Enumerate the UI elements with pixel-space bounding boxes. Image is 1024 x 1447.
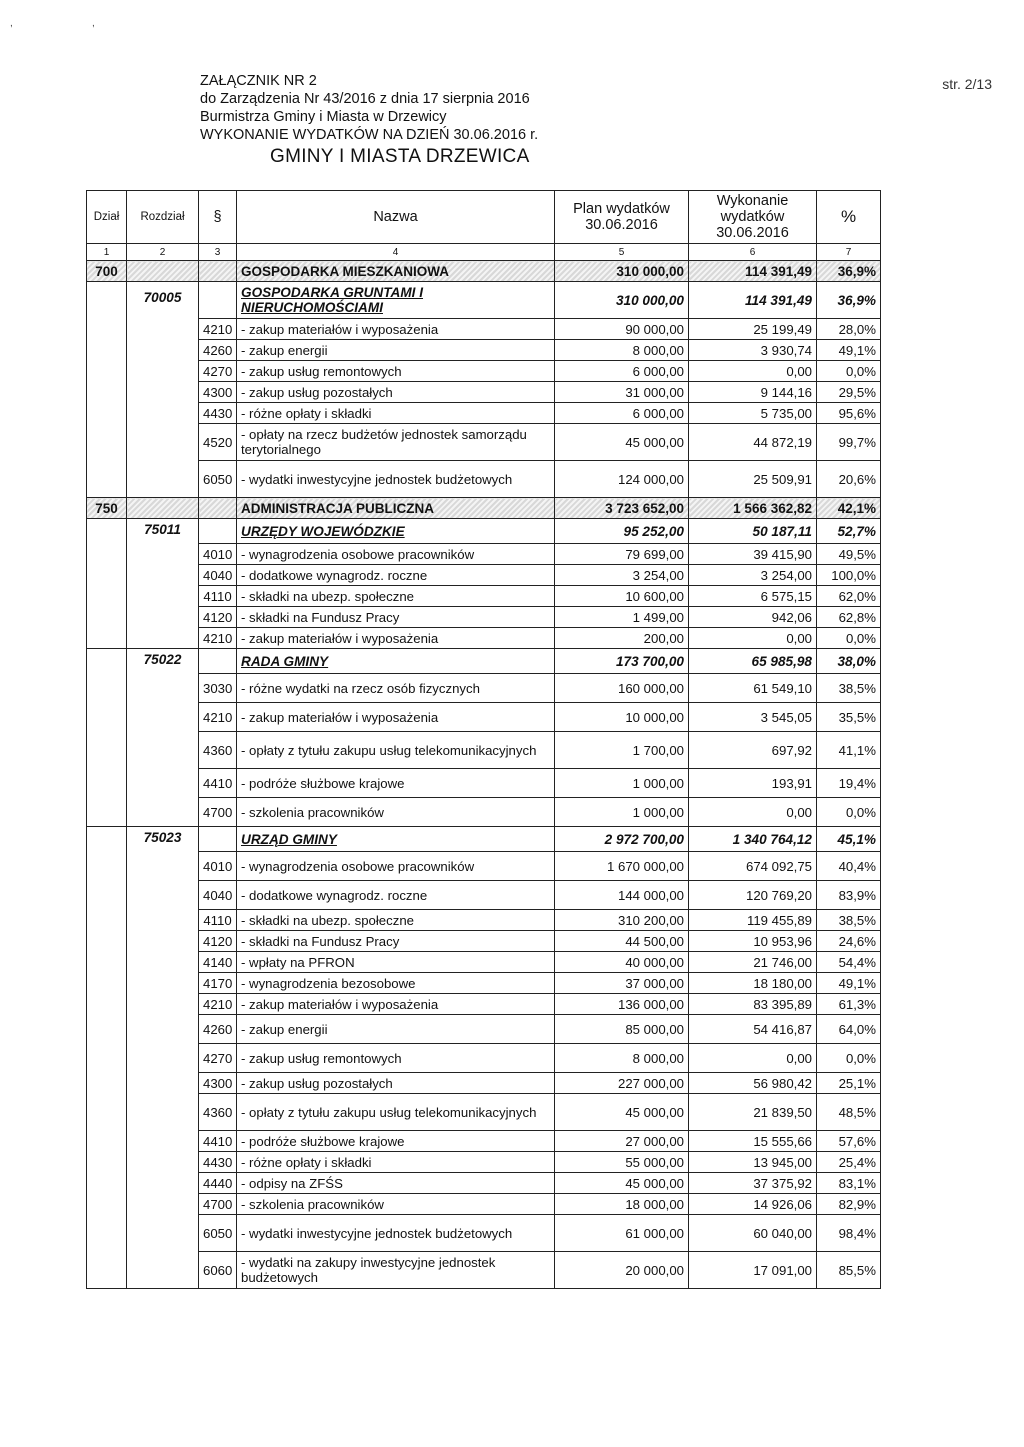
paragraf-code: 3030	[199, 674, 237, 703]
percent-value: 36,9%	[817, 282, 881, 319]
percent-value: 54,4%	[817, 952, 881, 973]
execution-value: 83 395,89	[689, 994, 817, 1015]
paragraf-code: 6060	[199, 1252, 237, 1289]
ordinance-reference: do Zarządzenia Nr 43/2016 z dnia 17 sierpnia 2016	[200, 91, 530, 107]
rozdzial-row	[87, 282, 881, 319]
paragraf-row	[87, 1094, 881, 1131]
percent-value: 25,4%	[817, 1152, 881, 1173]
execution-value: 5 735,00	[689, 403, 817, 424]
execution-value: 15 555,66	[689, 1131, 817, 1152]
execution-value: 60 040,00	[689, 1215, 817, 1252]
dzial-name: GOSPODARKA MIESZKANIOWA	[237, 261, 555, 282]
rozdzial-name	[237, 649, 555, 674]
table-body	[87, 261, 881, 1289]
plan-value: 1 000,00	[555, 798, 689, 827]
rozdzial-name-text: RADA GMINY	[241, 653, 329, 669]
plan-value: 1 499,00	[555, 607, 689, 628]
rozdzial-code	[127, 261, 199, 282]
rozdzial-code: 70005	[127, 282, 199, 498]
plan-value: 31 000,00	[555, 382, 689, 403]
plan-value: 45 000,00	[555, 1173, 689, 1194]
percent-value: 40,4%	[817, 852, 881, 881]
paragraf-row	[87, 1015, 881, 1044]
paragraf-code: 4040	[199, 565, 237, 586]
expense-name: - opłaty z tytułu zakupu usług telekomunikacyjnych	[237, 1094, 555, 1131]
percent-value: 82,9%	[817, 1194, 881, 1215]
paragraf-row	[87, 1173, 881, 1194]
plan-value: 310 000,00	[555, 261, 689, 282]
execution-value: 25 199,49	[689, 319, 817, 340]
paragraf-row	[87, 586, 881, 607]
execution-value: 14 926,06	[689, 1194, 817, 1215]
execution-value: 65 985,98	[689, 649, 817, 674]
table-header-row	[87, 191, 881, 244]
issuer: Burmistrza Gminy i Miasta w Drzewicy	[200, 109, 447, 125]
expense-name: - wydatki inwestycyjne jednostek budżetowych	[237, 1215, 555, 1252]
execution-value: 56 980,42	[689, 1073, 817, 1094]
plan-value: 37 000,00	[555, 973, 689, 994]
percent-value: 45,1%	[817, 827, 881, 852]
rozdzial-row	[87, 827, 881, 852]
execution-value: 25 509,91	[689, 461, 817, 498]
column-number-row	[87, 244, 881, 261]
paragraf-row	[87, 1131, 881, 1152]
dzial-row	[87, 261, 881, 282]
col-number: 5	[555, 244, 689, 261]
paragraf-code: 4170	[199, 973, 237, 994]
percent-value: 0,0%	[817, 628, 881, 649]
page-number: str. 2/13	[942, 76, 992, 92]
percent-value: 48,5%	[817, 1094, 881, 1131]
plan-value: 44 500,00	[555, 931, 689, 952]
percent-value: 38,0%	[817, 649, 881, 674]
expense-name: - zakup usług pozostałych	[237, 382, 555, 403]
percent-value: 85,5%	[817, 1252, 881, 1289]
col-number: 1	[87, 244, 127, 261]
execution-value: 114 391,49	[689, 282, 817, 319]
expense-name: - zakup materiałów i wyposażenia	[237, 628, 555, 649]
expense-name: - wydatki na zakupy inwestycyjne jednostek budżetowych	[237, 1252, 555, 1289]
expense-name: - podróże służbowe krajowe	[237, 1131, 555, 1152]
expense-name: - opłaty na rzecz budżetów jednostek samorządu terytorialnego	[237, 424, 555, 461]
execution-value: 18 180,00	[689, 973, 817, 994]
expense-name: - różne opłaty i składki	[237, 403, 555, 424]
paragraf-code: 6050	[199, 1215, 237, 1252]
paragraf-code: 4260	[199, 1015, 237, 1044]
expense-name: - wpłaty na PFRON	[237, 952, 555, 973]
paragraf-code: 4430	[199, 1152, 237, 1173]
paragraf-code: 4140	[199, 952, 237, 973]
paragraf-code: 4210	[199, 703, 237, 732]
plan-value: 20 000,00	[555, 1252, 689, 1289]
execution-value: 0,00	[689, 1044, 817, 1073]
plan-value: 45 000,00	[555, 1094, 689, 1131]
expense-name: - szkolenia pracowników	[237, 798, 555, 827]
report-date-line: WYKONANIE WYDATKÓW NA DZIEŃ 30.06.2016 r.	[200, 127, 539, 143]
paragraf-code: 4700	[199, 798, 237, 827]
paragraf-row	[87, 1044, 881, 1073]
paragraf-row	[87, 798, 881, 827]
plan-value: 95 252,00	[555, 519, 689, 544]
rozdzial-name	[237, 519, 555, 544]
execution-value: 120 769,20	[689, 881, 817, 910]
percent-value: 35,5%	[817, 703, 881, 732]
plan-value: 10 000,00	[555, 703, 689, 732]
execution-value: 114 391,49	[689, 261, 817, 282]
paragraf-code: 4010	[199, 852, 237, 881]
percent-value: 100,0%	[817, 565, 881, 586]
dzial-code: 750	[87, 498, 127, 519]
paragraf-code: 4410	[199, 769, 237, 798]
plan-value: 18 000,00	[555, 1194, 689, 1215]
plan-value: 6 000,00	[555, 403, 689, 424]
percent-value: 52,7%	[817, 519, 881, 544]
paragraf-code: 4270	[199, 361, 237, 382]
paragraf-code: 4110	[199, 586, 237, 607]
paragraf-code: 4360	[199, 732, 237, 769]
col-header-nazwa: Nazwa	[237, 191, 555, 244]
execution-value: 1 340 764,12	[689, 827, 817, 852]
col-header-dzial: Dział	[87, 191, 127, 244]
paragraf-row	[87, 319, 881, 340]
paragraf-code	[199, 827, 237, 852]
expense-name: - dodatkowe wynagrodz. roczne	[237, 565, 555, 586]
rozdzial-row	[87, 649, 881, 674]
scan-mark-left: ,	[10, 18, 13, 29]
paragraf-row	[87, 1194, 881, 1215]
percent-value: 0,0%	[817, 1044, 881, 1073]
plan-value: 227 000,00	[555, 1073, 689, 1094]
expenditure-table	[86, 190, 881, 1289]
scan-mark-right: ,	[92, 18, 95, 29]
execution-value: 697,92	[689, 732, 817, 769]
plan-value: 144 000,00	[555, 881, 689, 910]
rozdzial-code: 75011	[127, 519, 199, 649]
percent-value: 24,6%	[817, 931, 881, 952]
paragraf-code	[199, 519, 237, 544]
dzial-code	[87, 649, 127, 827]
percent-value: 83,9%	[817, 881, 881, 910]
plan-value: 90 000,00	[555, 319, 689, 340]
paragraf-row	[87, 607, 881, 628]
plan-value: 85 000,00	[555, 1015, 689, 1044]
expense-name: - różne opłaty i składki	[237, 1152, 555, 1173]
paragraf-code: 4120	[199, 607, 237, 628]
plan-value: 2 972 700,00	[555, 827, 689, 852]
execution-value: 0,00	[689, 361, 817, 382]
paragraf-code	[199, 498, 237, 519]
paragraf-code: 4360	[199, 1094, 237, 1131]
paragraf-code: 4270	[199, 1044, 237, 1073]
plan-value: 27 000,00	[555, 1131, 689, 1152]
paragraf-code: 4210	[199, 628, 237, 649]
execution-value: 44 872,19	[689, 424, 817, 461]
expense-name: - zakup energii	[237, 1015, 555, 1044]
paragraf-code: 4040	[199, 881, 237, 910]
paragraf-code: 4300	[199, 382, 237, 403]
percent-value: 38,5%	[817, 910, 881, 931]
plan-value: 55 000,00	[555, 1152, 689, 1173]
percent-value: 28,0%	[817, 319, 881, 340]
execution-value: 13 945,00	[689, 1152, 817, 1173]
execution-value: 193,91	[689, 769, 817, 798]
col-number: 4	[237, 244, 555, 261]
plan-value: 3 723 652,00	[555, 498, 689, 519]
plan-value: 40 000,00	[555, 952, 689, 973]
execution-value: 0,00	[689, 628, 817, 649]
percent-value: 41,1%	[817, 732, 881, 769]
percent-value: 64,0%	[817, 1015, 881, 1044]
percent-value: 95,6%	[817, 403, 881, 424]
paragraf-row	[87, 952, 881, 973]
expense-name: - dodatkowe wynagrodz. roczne	[237, 881, 555, 910]
paragraf-row	[87, 881, 881, 910]
plan-value: 6 000,00	[555, 361, 689, 382]
execution-value: 17 091,00	[689, 1252, 817, 1289]
paragraf-row	[87, 565, 881, 586]
paragraf-row	[87, 703, 881, 732]
paragraf-code	[199, 261, 237, 282]
expense-name: - podróże służbowe krajowe	[237, 769, 555, 798]
col-number: 2	[127, 244, 199, 261]
expense-name: - zakup materiałów i wyposażenia	[237, 319, 555, 340]
col-header-plan: Plan wydatków 30.06.2016	[555, 191, 689, 244]
col-header-paragraf: §	[199, 191, 237, 244]
plan-value: 173 700,00	[555, 649, 689, 674]
plan-value: 136 000,00	[555, 994, 689, 1015]
dzial-row	[87, 498, 881, 519]
paragraf-code: 4430	[199, 403, 237, 424]
paragraf-row	[87, 931, 881, 952]
expense-name: - odpisy na ZFŚS	[237, 1173, 555, 1194]
plan-value: 79 699,00	[555, 544, 689, 565]
dzial-code	[87, 282, 127, 498]
plan-value: 1 000,00	[555, 769, 689, 798]
paragraf-code: 4260	[199, 340, 237, 361]
execution-value: 21 746,00	[689, 952, 817, 973]
execution-value: 942,06	[689, 607, 817, 628]
execution-value: 3 254,00	[689, 565, 817, 586]
col-header-rozdzial: Rozdział	[127, 191, 199, 244]
percent-value: 36,9%	[817, 261, 881, 282]
rozdzial-code: 75023	[127, 827, 199, 1289]
execution-value: 0,00	[689, 798, 817, 827]
paragraf-code: 4520	[199, 424, 237, 461]
expense-name: - składki na ubezp. społeczne	[237, 910, 555, 931]
plan-value: 8 000,00	[555, 340, 689, 361]
percent-value: 62,0%	[817, 586, 881, 607]
expense-name: - składki na Fundusz Pracy	[237, 931, 555, 952]
expense-name: - wynagrodzenia osobowe pracowników	[237, 544, 555, 565]
execution-value: 3 930,74	[689, 340, 817, 361]
dzial-code	[87, 519, 127, 649]
execution-value: 39 415,90	[689, 544, 817, 565]
plan-value: 61 000,00	[555, 1215, 689, 1252]
expense-name: - wydatki inwestycyjne jednostek budżetowych	[237, 461, 555, 498]
expense-name: - szkolenia pracowników	[237, 1194, 555, 1215]
paragraf-code: 4210	[199, 994, 237, 1015]
document-header	[200, 72, 538, 166]
paragraf-code: 4120	[199, 931, 237, 952]
page-title: GMINY I MIASTA DRZEWICA	[270, 146, 530, 167]
execution-value: 54 416,87	[689, 1015, 817, 1044]
percent-value: 0,0%	[817, 361, 881, 382]
attachment-label: ZAŁĄCZNIK NR 2	[200, 73, 317, 89]
paragraf-row	[87, 973, 881, 994]
rozdzial-name	[237, 827, 555, 852]
expense-name: - zakup materiałów i wyposażenia	[237, 703, 555, 732]
paragraf-code	[199, 649, 237, 674]
rozdzial-name-text: GOSPODARKA GRUNTAMI I NIERUCHOMOŚCIAMI	[241, 285, 424, 315]
plan-value: 1 700,00	[555, 732, 689, 769]
execution-value: 37 375,92	[689, 1173, 817, 1194]
dzial-name: ADMINISTRACJA PUBLICZNA	[237, 498, 555, 519]
plan-value: 160 000,00	[555, 674, 689, 703]
paragraf-code: 4410	[199, 1131, 237, 1152]
col-header-wykonanie: Wykonanie wydatków 30.06.2016	[689, 191, 817, 244]
paragraf-code: 4300	[199, 1073, 237, 1094]
expense-name: - zakup usług remontowych	[237, 361, 555, 382]
plan-value: 310 000,00	[555, 282, 689, 319]
expense-name: - zakup materiałów i wyposażenia	[237, 994, 555, 1015]
paragraf-code: 4110	[199, 910, 237, 931]
plan-value: 1 670 000,00	[555, 852, 689, 881]
paragraf-row	[87, 544, 881, 565]
expense-name: - zakup usług remontowych	[237, 1044, 555, 1073]
execution-value: 119 455,89	[689, 910, 817, 931]
expense-name: - wynagrodzenia bezosobowe	[237, 973, 555, 994]
paragraf-row	[87, 852, 881, 881]
paragraf-row	[87, 361, 881, 382]
percent-value: 99,7%	[817, 424, 881, 461]
paragraf-row	[87, 910, 881, 931]
paragraf-row	[87, 340, 881, 361]
paragraf-row	[87, 1073, 881, 1094]
dzial-code: 700	[87, 261, 127, 282]
paragraf-row	[87, 382, 881, 403]
expense-name: - zakup energii	[237, 340, 555, 361]
execution-value: 9 144,16	[689, 382, 817, 403]
expense-name: - różne wydatki na rzecz osób fizycznych	[237, 674, 555, 703]
rozdzial-name	[237, 282, 555, 319]
execution-value: 50 187,11	[689, 519, 817, 544]
expense-name: - składki na ubezp. społeczne	[237, 586, 555, 607]
paragraf-row	[87, 1252, 881, 1289]
expense-name: - składki na Fundusz Pracy	[237, 607, 555, 628]
paragraf-row	[87, 674, 881, 703]
percent-value: 29,5%	[817, 382, 881, 403]
plan-value: 200,00	[555, 628, 689, 649]
percent-value: 42,1%	[817, 498, 881, 519]
percent-value: 20,6%	[817, 461, 881, 498]
expense-name: - opłaty z tytułu zakupu usług telekomunikacyjnych	[237, 732, 555, 769]
paragraf-code: 6050	[199, 461, 237, 498]
paragraf-code: 4210	[199, 319, 237, 340]
col-number: 6	[689, 244, 817, 261]
rozdzial-code: 75022	[127, 649, 199, 827]
execution-value: 61 549,10	[689, 674, 817, 703]
percent-value: 49,1%	[817, 973, 881, 994]
rozdzial-code	[127, 498, 199, 519]
percent-value: 25,1%	[817, 1073, 881, 1094]
col-header-procent: %	[817, 191, 881, 244]
execution-value: 6 575,15	[689, 586, 817, 607]
percent-value: 98,4%	[817, 1215, 881, 1252]
paragraf-code: 4010	[199, 544, 237, 565]
execution-value: 674 092,75	[689, 852, 817, 881]
paragraf-row	[87, 424, 881, 461]
paragraf-row	[87, 732, 881, 769]
paragraf-code: 4440	[199, 1173, 237, 1194]
plan-value: 3 254,00	[555, 565, 689, 586]
plan-value: 124 000,00	[555, 461, 689, 498]
percent-value: 0,0%	[817, 798, 881, 827]
rozdzial-row	[87, 519, 881, 544]
plan-value: 45 000,00	[555, 424, 689, 461]
plan-value: 10 600,00	[555, 586, 689, 607]
plan-value: 8 000,00	[555, 1044, 689, 1073]
execution-value: 3 545,05	[689, 703, 817, 732]
rozdzial-name-text: URZĄD GMINY	[241, 831, 337, 847]
execution-value: 21 839,50	[689, 1094, 817, 1131]
col-number: 7	[817, 244, 881, 261]
percent-value: 61,3%	[817, 994, 881, 1015]
col-number: 3	[199, 244, 237, 261]
paragraf-row	[87, 1215, 881, 1252]
execution-value: 10 953,96	[689, 931, 817, 952]
paragraf-row	[87, 1152, 881, 1173]
paragraf-row	[87, 769, 881, 798]
paragraf-row	[87, 403, 881, 424]
paragraf-code: 4700	[199, 1194, 237, 1215]
percent-value: 62,8%	[817, 607, 881, 628]
expense-name: - zakup usług pozostałych	[237, 1073, 555, 1094]
percent-value: 57,6%	[817, 1131, 881, 1152]
paragraf-code	[199, 282, 237, 319]
paragraf-row	[87, 461, 881, 498]
execution-value: 1 566 362,82	[689, 498, 817, 519]
rozdzial-name-text: URZĘDY WOJEWÓDZKIE	[241, 523, 405, 539]
percent-value: 83,1%	[817, 1173, 881, 1194]
paragraf-row	[87, 628, 881, 649]
percent-value: 38,5%	[817, 674, 881, 703]
percent-value: 49,5%	[817, 544, 881, 565]
plan-value: 310 200,00	[555, 910, 689, 931]
percent-value: 19,4%	[817, 769, 881, 798]
expense-name: - wynagrodzenia osobowe pracowników	[237, 852, 555, 881]
dzial-code	[87, 827, 127, 1289]
percent-value: 49,1%	[817, 340, 881, 361]
paragraf-row	[87, 994, 881, 1015]
